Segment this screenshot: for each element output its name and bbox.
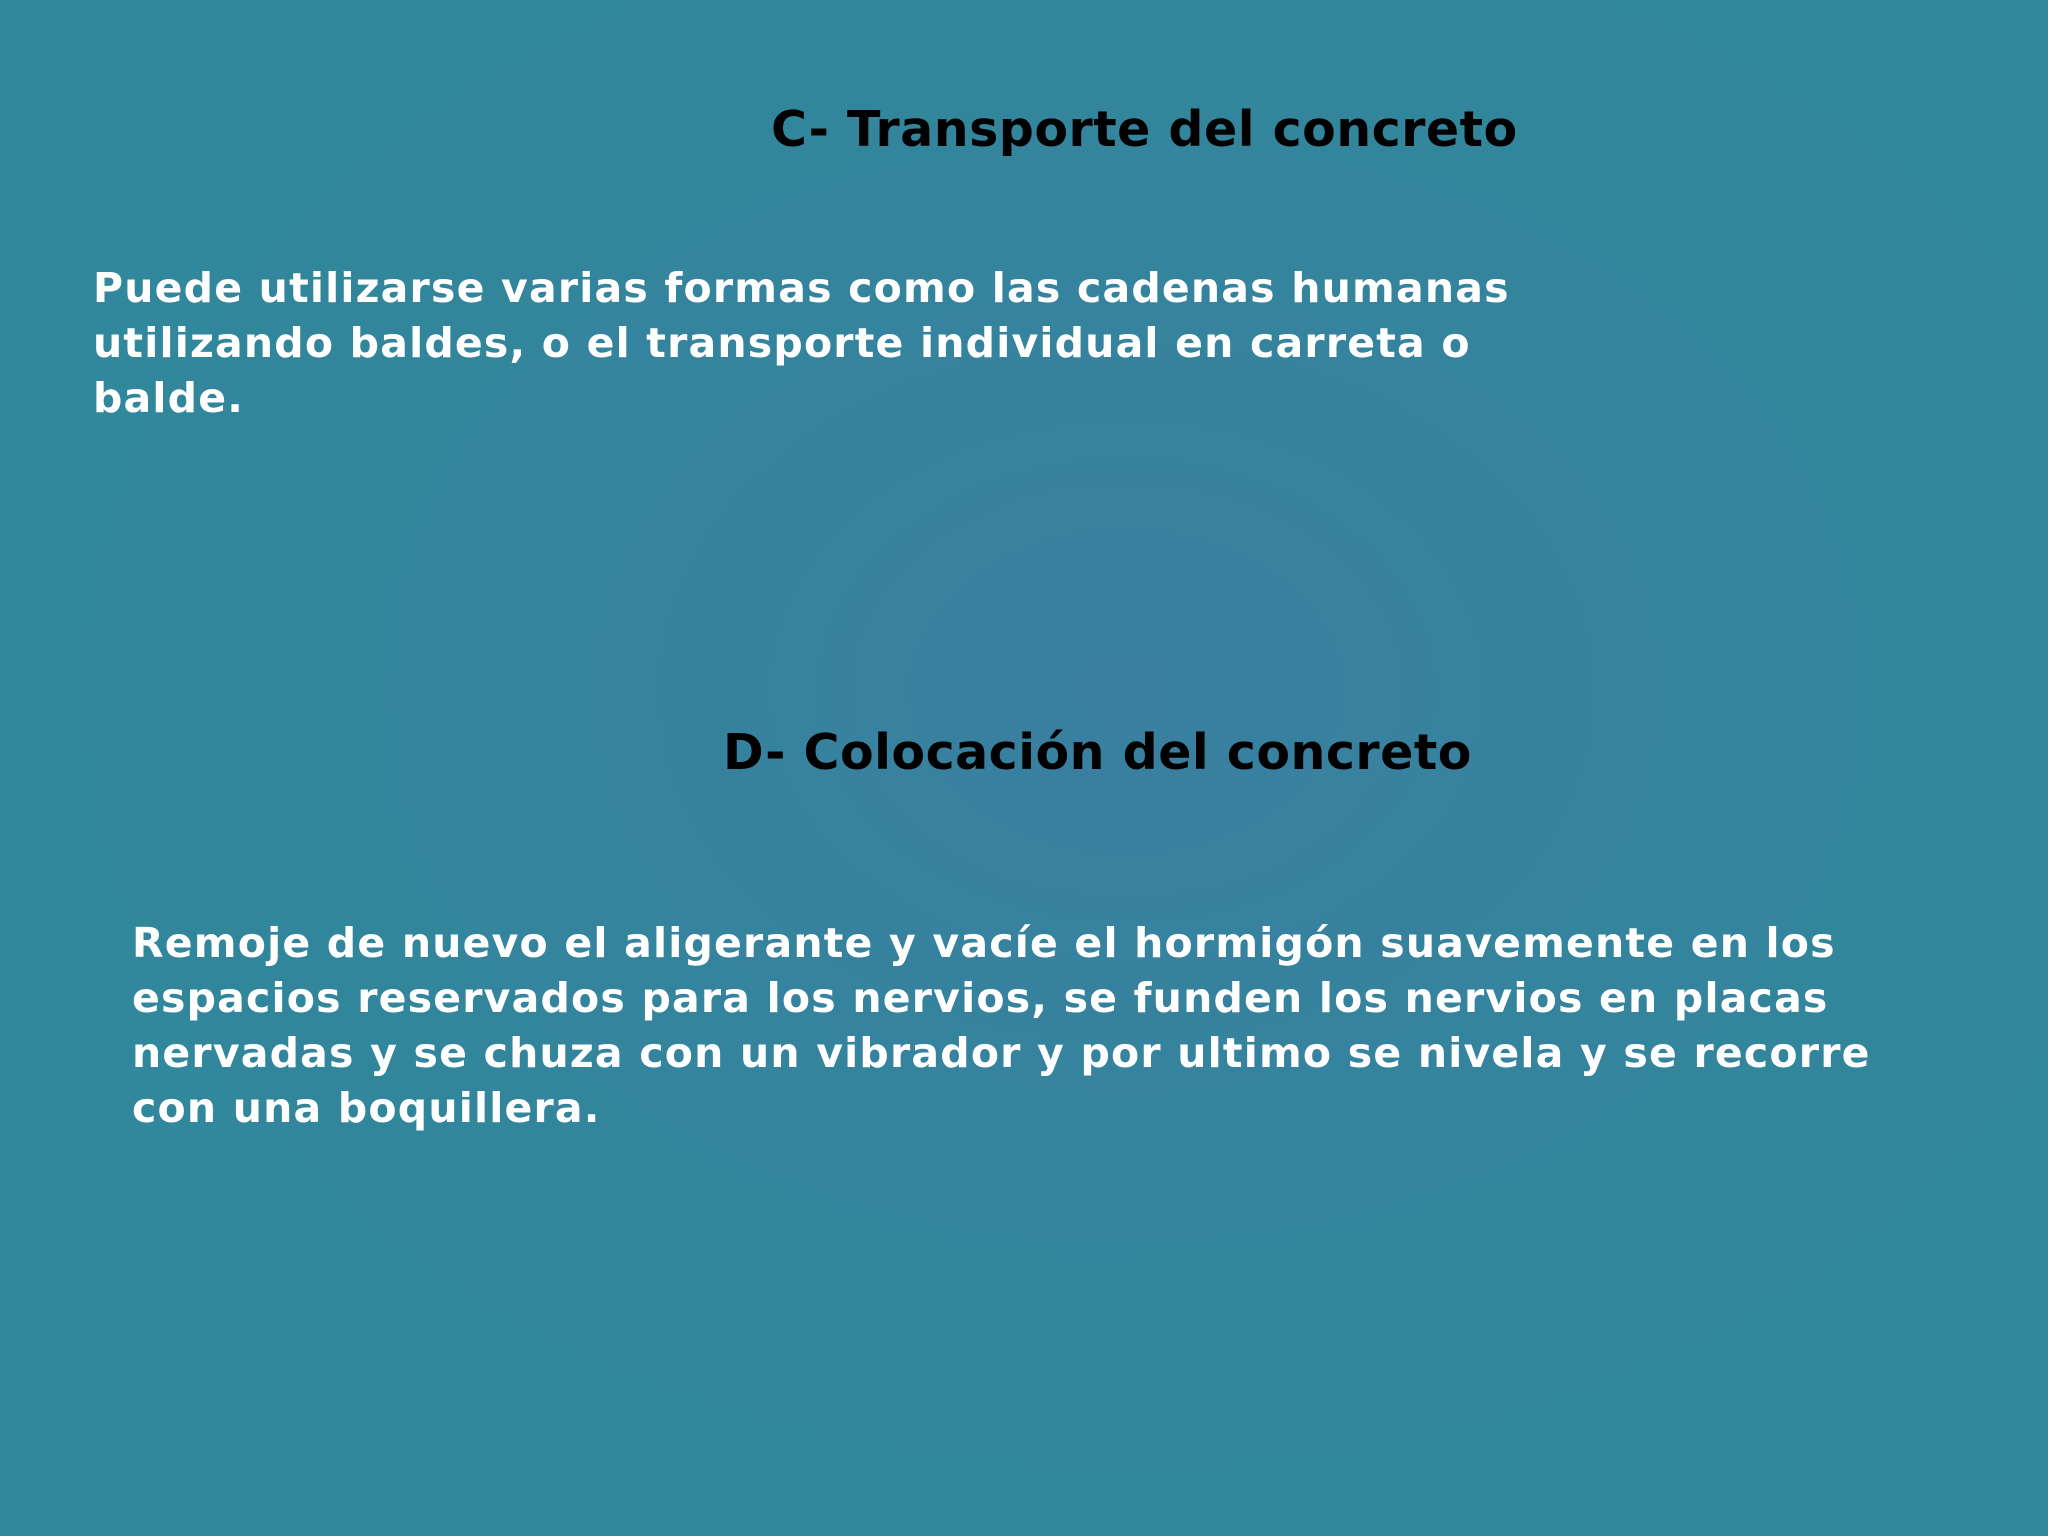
section-d-title: D- Colocación del concreto xyxy=(723,724,1472,781)
section-c-line-3: balde. xyxy=(93,374,245,422)
section-c-paragraph xyxy=(93,261,1593,426)
section-c-line-1: Puede utilizarse varias formas como las cadenas humanas xyxy=(93,264,1510,312)
section-d-line-4: con una boquillera. xyxy=(132,1084,601,1132)
section-c-line-2: utilizando baldes, o el transporte individual en carreta o xyxy=(93,319,1471,367)
section-c-title: C- Transporte del concreto xyxy=(771,101,1518,158)
section-d-paragraph xyxy=(132,916,2012,1136)
section-d-line-3: nervadas y se chuza con un vibrador y por ultimo se nivela y se recorre xyxy=(132,1029,1871,1077)
section-d-line-1: Remoje de nuevo el aligerante y vacíe el hormigón suavemente en los xyxy=(132,919,1836,967)
section-d-line-2: espacios reservados para los nervios, se funden los nervios en placas xyxy=(132,974,1829,1022)
